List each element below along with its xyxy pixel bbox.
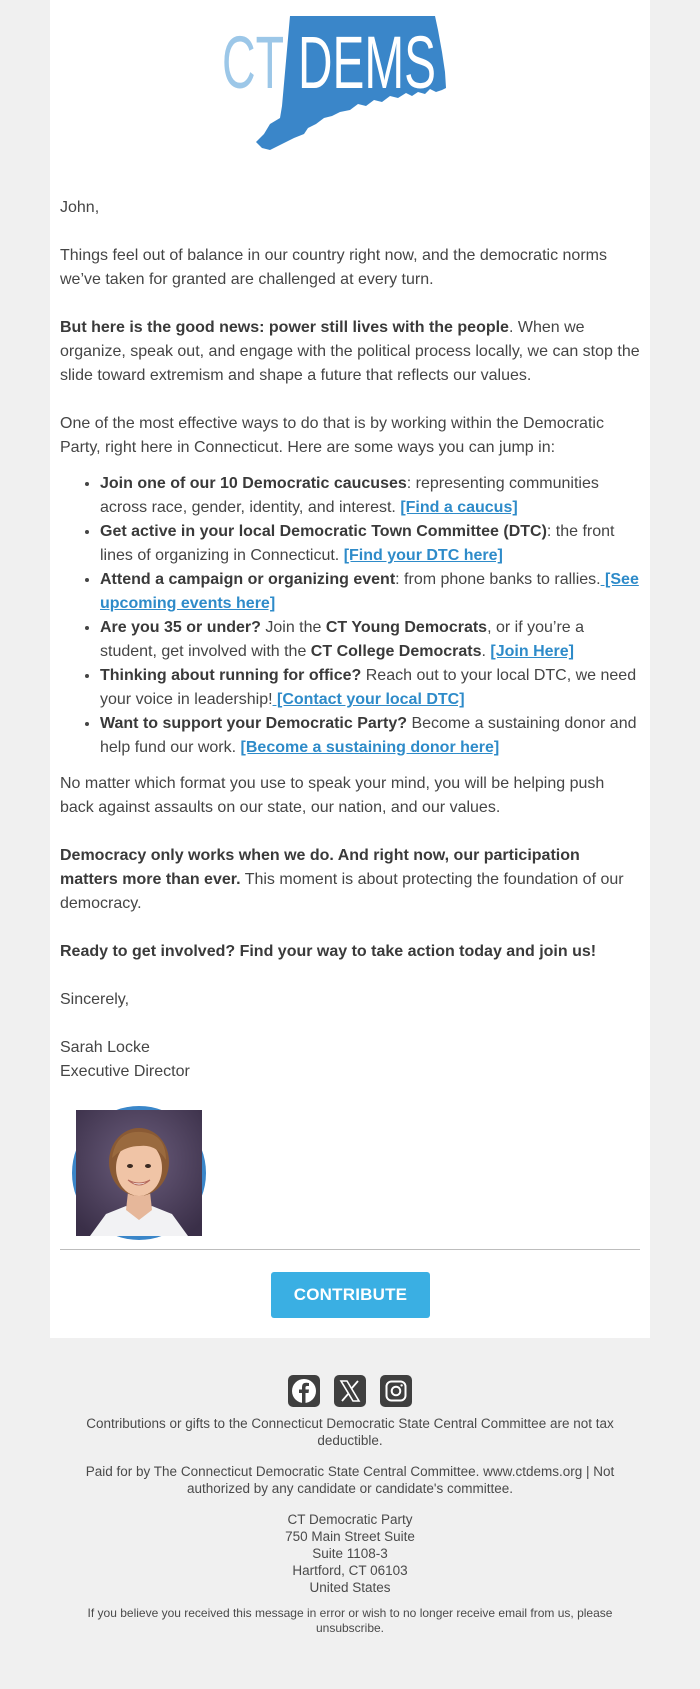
list-item-bold: CT Young Democrats	[325, 619, 488, 636]
paragraph-5-rest: This moment is about protecting the foundation of our democracy.	[60, 871, 624, 912]
footer	[70, 1375, 630, 1650]
list-item-text: : representing communities across race, gender, identity, and interest.	[100, 475, 599, 516]
upcoming-events-link[interactable]: [See upcoming events here]	[100, 571, 639, 612]
social-links	[70, 1375, 630, 1407]
list-item-bold: Thinking about running for office?	[100, 667, 362, 684]
logo-area	[50, 0, 650, 170]
sustaining-donor-link[interactable]: [Become a sustaining donor here]	[240, 739, 500, 756]
paragraph-5-bold: Democracy only works when we do. And right now, our participation matters more than ever.	[60, 847, 580, 888]
list-item-bold: Get active in your local Democratic Town Committee (DTC)	[100, 523, 547, 540]
list-item-text: .	[481, 643, 491, 660]
facebook-icon[interactable]	[288, 1375, 320, 1407]
paragraph-2	[60, 316, 640, 388]
list-item-bold: Join one of our 10 Democratic caucuses	[100, 475, 407, 492]
portrait-image	[76, 1110, 202, 1236]
paragraph-6	[60, 940, 640, 964]
find-caucus-link[interactable]: [Find a caucus]	[400, 499, 518, 516]
signature	[60, 1036, 640, 1084]
address-line: United States	[309, 1580, 391, 1595]
ways-list	[60, 472, 640, 760]
paragraph-2-bold: But here is the good news: power still lives with the people	[60, 319, 509, 336]
list-item-bold: Want to support your Democratic Party?	[100, 715, 407, 732]
list-item	[100, 712, 640, 760]
list-item-text: , or if you’re a student, get involved with the	[100, 619, 585, 660]
list-item-text: : the front lines of organizing in Connecticut.	[100, 523, 615, 564]
paragraph-3: One of the most effective ways to do that is by working within the Democratic Party, right here in Connecticut. Here are some ways you can jump in:	[60, 415, 604, 456]
section-divider	[60, 1249, 640, 1250]
address-line: Hartford, CT 06103	[292, 1563, 408, 1578]
signer-name: Sarah Locke	[60, 1039, 150, 1056]
list-item	[100, 664, 640, 712]
logo-text-dems: DEMS	[298, 21, 436, 104]
list-item-text: : from phone banks to rallies.	[395, 571, 601, 588]
contact-dtc-link[interactable]: [Contact your local DTC]	[272, 691, 465, 708]
list-item-bold: Attend a campaign or organizing event	[100, 571, 396, 588]
list-item	[100, 616, 640, 664]
email-card	[50, 0, 650, 1338]
signer-title: Executive Director	[60, 1063, 190, 1080]
address-line: 750 Main Street Suite	[285, 1529, 415, 1544]
list-item-bold: Are you 35 or under?	[100, 619, 261, 636]
list-item	[100, 520, 640, 568]
list-item-text: Become a sustaining donor and help fund our work.	[100, 715, 637, 756]
address-line: CT Democratic Party	[287, 1512, 413, 1527]
paid-for-disclaimer: Paid for by The Connecticut Democratic State Central Committee. www.ctdems.org | Not authorized by any candidate or candidate's committee.	[85, 1464, 615, 1496]
x-icon[interactable]	[334, 1375, 366, 1407]
tax-disclaimer: Contributions or gifts to the Connecticut Democratic State Central Committee are not tax deductible.	[86, 1416, 614, 1448]
ct-dems-logo[interactable]	[220, 10, 480, 158]
closing: Sincerely,	[60, 991, 130, 1008]
letter-body	[60, 196, 640, 1084]
paragraph-6-bold: Ready to get involved? Find your way to take action today and join us!	[60, 943, 597, 960]
instagram-icon[interactable]	[380, 1375, 412, 1407]
address-line: Suite 1108-3	[312, 1546, 388, 1561]
list-item-text: Reach out to your local DTC, we need your voice in leadership!	[100, 667, 637, 708]
list-item-text: Join the	[260, 619, 326, 636]
join-here-link[interactable]: [Join Here]	[490, 643, 574, 660]
contribute-button[interactable]: CONTRIBUTE	[271, 1272, 430, 1318]
paragraph-4: No matter which format you use to speak your mind, you will be helping push back against assaults on our state, our nation, and our values.	[60, 775, 605, 816]
greeting: John,	[60, 199, 100, 216]
list-item	[100, 472, 640, 520]
mailing-address	[70, 1511, 630, 1596]
find-dtc-link[interactable]: [Find your DTC here]	[343, 547, 503, 564]
signer-photo	[72, 1106, 206, 1240]
logo-text-ct: CT	[222, 21, 284, 104]
paragraph-1: Things feel out of balance in our country right now, and the democratic norms we’ve taken for granted are challenged at every turn.	[60, 247, 607, 288]
paragraph-2-rest: . When we organize, speak out, and engage with the political process locally, we can stop the slide toward extremism and shape a future that reflects our values.	[60, 319, 640, 384]
paragraph-5	[60, 844, 640, 916]
list-item	[100, 568, 640, 616]
unsubscribe-notice[interactable]: If you believe you received this message in error or wish to no longer receive email from us, please unsubscribe.	[87, 1606, 613, 1635]
list-item-bold: CT College Democrats	[310, 643, 482, 660]
